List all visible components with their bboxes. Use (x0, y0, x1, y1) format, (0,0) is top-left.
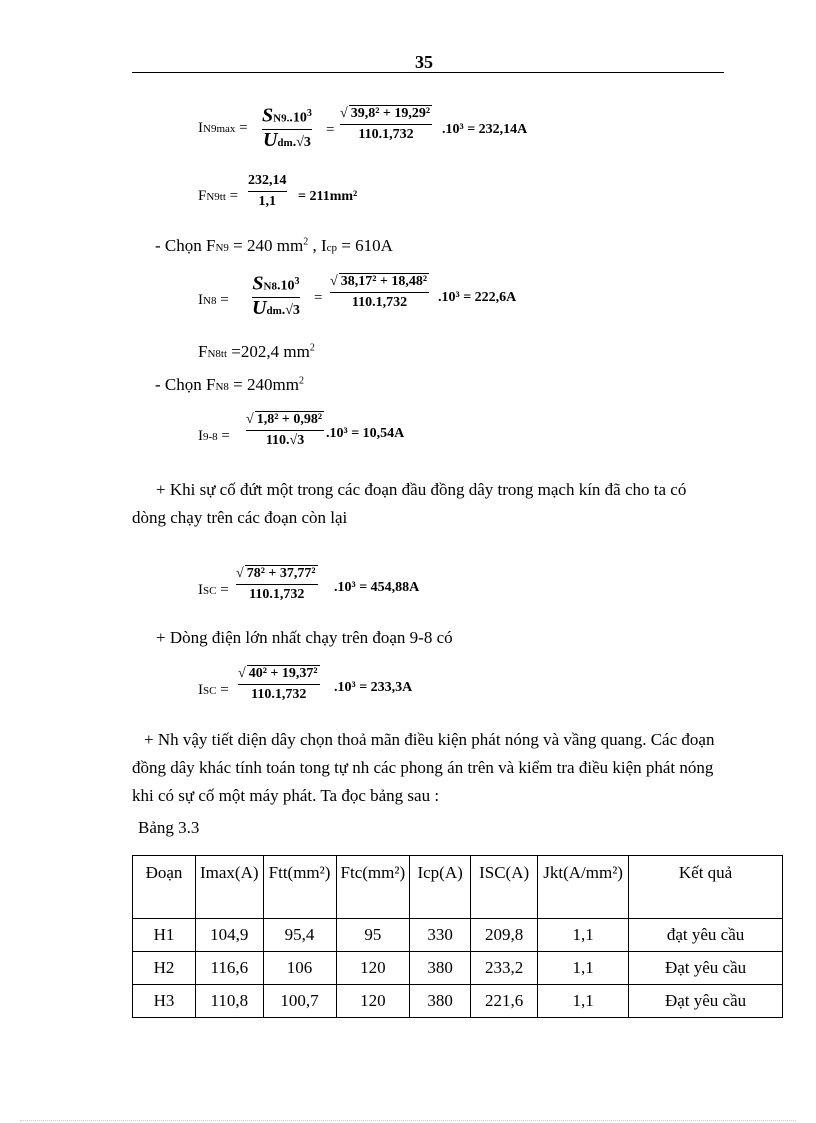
eq-i98-lhs: I9-8 = (198, 428, 230, 444)
paragraph-max-current: + Dòng điện lớn nhất chạy trên đoạn 9-8 có (156, 628, 453, 647)
eq-fn9tt-lhs: FN9tt = (198, 188, 239, 204)
eq-i98-frac: √ 1,8² + 0,98² 110.√3 (246, 412, 323, 448)
bottom-dotted-line (20, 1120, 796, 1121)
eq-fn9tt-result: = 211mm² (298, 189, 358, 204)
choose-fn9-line: - Chọn FN9 = 240 $mm^2$ , Icp = 610A (155, 236, 393, 255)
header-isc: ISC(A) (471, 856, 538, 919)
eq-in8-result: .10³ = 222,6A (438, 290, 517, 305)
eq-isc1-frac: √ 78² + 37,77² 110.1,732 (236, 566, 316, 602)
eq-isc2-lhs: ISC = (198, 682, 229, 698)
eq-isc1-result: .10³ = 454,88A (334, 580, 420, 595)
eq-in8-frac2: √ 38,17² + 18,48² 110.1,732 (330, 274, 428, 310)
result-table (132, 855, 783, 1018)
table-row: H3 110,8 100,7 120 380 221,6 1,1 Đạt yêu cầu (133, 985, 783, 1018)
eq-in9max-lhs: IN9max = (198, 120, 248, 136)
eq-isc1-lhs: ISC = (198, 582, 229, 598)
eq-i98-result: .10³ = 10,54A (326, 426, 405, 441)
header-jkt: Jkt(A/mm²) (538, 856, 629, 919)
eq-in8-lhs: IN8 = (198, 292, 229, 308)
paragraph-conclusion: + Nh vậy tiết diện dây chọn thoả mãn điều kiện phát nóng và vầng quang. Các đoạn đồng dây khác tính toán tong tự nh các phong án trên và kiểm tra điều kiện phát nóng khi có sự cố một máy phát. Ta đọc bảng sau : (132, 730, 715, 805)
header-doan: Đoạn (133, 856, 196, 919)
fn8tt-line: FN8tt =202,4 $mm^2$ (198, 342, 315, 361)
choose-fn8-line: - Chọn $FN8 = 240mm^2$ (155, 375, 304, 394)
eq-isc2-frac: √ 40² + 19,37² 110.1,732 (238, 666, 318, 702)
table-header-row (133, 856, 783, 919)
header-ftt: Ftt(mm²) (263, 856, 336, 919)
header-imax: Imax(A) (196, 856, 264, 919)
header-ketqua: Kết quả (629, 856, 783, 919)
page-number: 35 (415, 52, 433, 72)
header-rule (132, 72, 724, 73)
eq-fn9tt-frac: 232,14 1,1 (248, 173, 287, 209)
table-row: H2 116,6 106 120 380 233,2 1,1 Đạt yêu cầu (133, 952, 783, 985)
eq-in8-frac1: SN8.10$^3$ Udm.√3 (252, 272, 300, 319)
eq-in9max-frac2: √ 39,8² + 19,29² 110.1,732 (340, 106, 431, 142)
table-caption: Bảng 3.3 (138, 818, 200, 837)
header-ftc: Ftc(mm²) (336, 856, 410, 919)
eq-isc2-result: .10³ = 233,3A (334, 680, 413, 695)
eq-in9max-frac1: SN9..10$^3$ Udm.√3 (262, 104, 312, 151)
table-row: H1 104,9 95,4 95 330 209,8 1,1 đạt yêu cầu (133, 919, 783, 952)
eq-in9max-result: .10³ = 232,14A (442, 122, 528, 137)
paragraph-fault: + Khi sự cố đứt một trong các đoạn đầu đồng dây trong mạch kín đã cho ta có dòng chạy trên các đoạn còn lại (132, 480, 687, 527)
header-icp: Icp(A) (410, 856, 471, 919)
